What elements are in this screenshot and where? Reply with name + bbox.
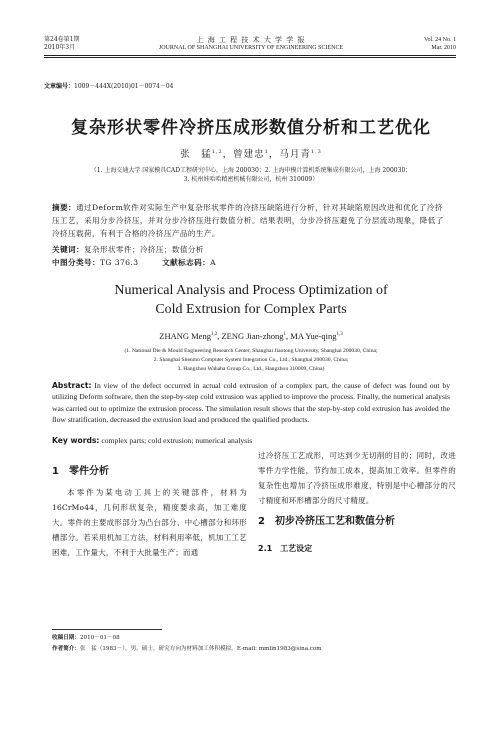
classification-value: TG 376.3 <box>99 258 139 267</box>
title-en-line1: Numerical Analysis and Process Optimization of <box>114 283 388 298</box>
affiliation-en-line2: 2. Shanghai Shenmo Computer System Integration Co., Ltd., Shanghai 200030, China; <box>153 357 349 363</box>
footnote-rule <box>52 629 162 630</box>
header-volume: 第24卷第1期 <box>44 36 80 43</box>
author-3: ，马月青 <box>268 149 311 160</box>
page-title: 复杂形状零件冷挤压成形数值分析和工艺优化 <box>71 118 431 138</box>
author-en-2-sup: 1 <box>283 332 287 338</box>
doc-code-value: A <box>210 258 216 267</box>
author-1: 张 猛 <box>180 149 212 160</box>
right-column-body: 过冷挤压工艺成形，可达到少无切削的目的；同时，改进零件力学性能，节约加工成本，提高加工效率。但零件的复杂性也增加了冷挤压成形难度，特别是中心槽部分的尺寸精度和环形槽部分的尺寸精度。 <box>258 451 456 505</box>
author-en-1: ZHANG Meng <box>159 331 211 341</box>
author-1-sup: 1,2 <box>211 148 223 155</box>
authors-cn <box>0 146 502 160</box>
author-en-2: , ZENG Jian-zhong <box>217 331 284 341</box>
affiliations-cn <box>0 166 502 184</box>
author-en-3-sup: 1,3 <box>336 332 343 338</box>
header-vol: Vol. 24 No. 1 <box>423 37 456 43</box>
section-2-heading: 2 初步冷挤压工艺和数值分析 <box>258 516 395 527</box>
article-id-value: 1009－444X(2010)01－0074－04 <box>74 83 174 90</box>
article-id-label: 文章编号： <box>44 83 75 90</box>
header-date: 2010年3月 <box>44 44 76 51</box>
author-bio: 张 猛（1983－），男，硕士，研究方向为材料加工体积模拟。E-mail: mmlin1983@sina.com <box>79 646 322 652</box>
affiliation-en-line3: 3. Hangzhou Wahaha Group Co., Ltd., Hangzhou 310009, China) <box>177 366 325 372</box>
author-2: ，曾建忠 <box>222 149 265 160</box>
abstract-cn-label: 摘要： <box>52 203 76 212</box>
affiliation-en-line1: (1. National Die & Mould Engineering Research Center, Shanghai Jiaotong University, Shanghai 200030, China; <box>124 348 378 354</box>
section-1-body: 本零件为某电动工具上的关键部件，材料为16CrMo44，几何形状复杂，精度要求高，加工难度大。零件的主要成形部分为凸台部分、中心槽部分和环形槽部分。若采用机加工方法，材料利用率低，机加工工艺困难，工作量大，不利于大批量生产；而通 <box>52 488 247 557</box>
authors-en <box>0 331 502 341</box>
affiliations-en <box>0 347 502 374</box>
abstract-en-label: Abstract: <box>52 381 92 390</box>
header-journal-en: JOURNAL OF SHANGHAI UNIVERSITY OF ENGINEERING SCIENCE <box>158 45 344 51</box>
keywords-cn-text: 复杂形状零件；冷挤压；数值分析 <box>83 245 204 254</box>
author-3-sup: 1,3 <box>310 148 322 155</box>
keywords-en-label: Key words: <box>52 436 100 445</box>
article-id <box>44 82 174 91</box>
footnote-author <box>52 645 322 654</box>
footnote-received <box>52 634 120 643</box>
section-1-heading: 1 零件分析 <box>52 466 109 477</box>
author-en-1-sup: 1,2 <box>210 332 218 338</box>
header-journal-cn: 上 海 工 程 技 术 大 学 学 报 <box>196 36 306 44</box>
keywords-cn-label: 关键词： <box>52 245 84 254</box>
author-en-3: , MA Yue-qing <box>286 331 337 341</box>
received-date: 2010－01－08 <box>79 635 120 641</box>
header-vol-en <box>424 36 456 52</box>
classification <box>52 256 450 269</box>
keywords-en <box>52 435 450 446</box>
author-2-sup: 1 <box>264 148 269 155</box>
author-bio-label: 作者简介： <box>52 646 80 652</box>
doc-code-label: 文献标志码： <box>162 258 211 267</box>
affiliation-cn-line2: 3. 杭州娃哈哈精密机械有限公司，杭州 310009） <box>183 176 319 183</box>
section-21-heading: 2.1 工艺设定 <box>258 544 313 553</box>
abstract-cn <box>52 201 450 240</box>
header-rule-2 <box>44 57 456 58</box>
classification-label: 中图分类号： <box>52 258 100 267</box>
header-month: Mar. 2010 <box>431 45 456 51</box>
abstract-en <box>52 380 450 426</box>
keywords-cn <box>52 243 450 256</box>
header-rule <box>44 55 456 56</box>
received-label: 收稿日期： <box>52 635 80 641</box>
title-en-line2: Cold Extrusion for Complex Parts <box>155 302 347 317</box>
abstract-en-text: In view of the defect occurred in actual cold extrusion of a complex part, the cause of defect was found out by utilizing Deform software, then the step-by-step cold extrusion was applied to improve the process. Finally, the numerical analysis was carried out to optimize the extrusion process. The simulation result shows that the step-by-step cold extrusion has avoided the flow stratification, decreased the extrusion load and produced the qualified products. <box>52 381 450 425</box>
affiliation-cn-line1: （1. 上海交通大学 国家模具CAD工程研究中心，上海 200030；2. 上海申模计算机系统集成有限公司，上海 200030； <box>90 167 412 174</box>
abstract-cn-text: 通过Deform软件对实际生产中复杂形状零件的冷挤压缺陷进行分析，针对其缺陷原因改进和优化了冷挤压工艺，采用分步冷挤压，并对分步冷挤压进行数值分析。结果表明，分步冷挤压避免了分层流动现象，降低了冷挤压载荷，有利于合格的冷挤压产品的生产。 <box>52 203 444 238</box>
keywords-en-text: complex parts; cold extrusion; numerical analysis <box>99 436 253 445</box>
